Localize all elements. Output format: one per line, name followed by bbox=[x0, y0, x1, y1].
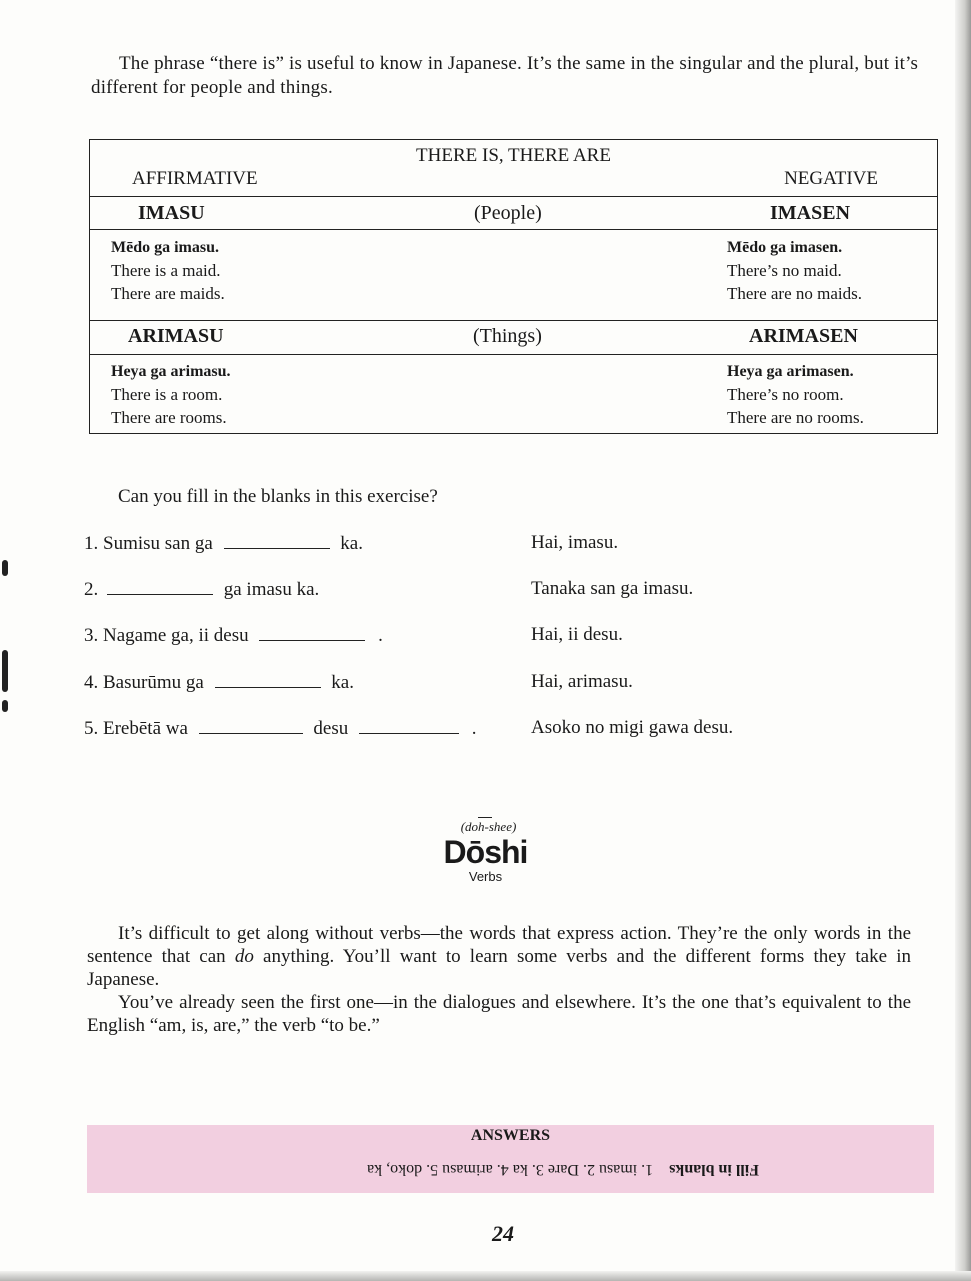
item-number: 4. bbox=[84, 672, 99, 693]
negative-label: NEGATIVE bbox=[784, 168, 878, 189]
things-aff-example: Heya ga arimasu. bbox=[111, 363, 231, 380]
intro-paragraph bbox=[91, 52, 921, 100]
table-rule bbox=[90, 229, 937, 230]
question-text: ga imasu ka. bbox=[223, 579, 320, 600]
exercise-question bbox=[84, 671, 354, 694]
body-text: anything. You’ll want to learn some verbs and the different forms they take in Japanese. bbox=[87, 946, 911, 990]
body-paragraph: You’ve already seen the first one—in the dialogues and elsewhere. It’s the one that’s equivalent to the English “am, is, are,” the verb “to be.” bbox=[87, 992, 911, 1036]
body-paragraph bbox=[87, 922, 911, 991]
exercise-prompt: Can you fill in the blanks in this exercise? bbox=[118, 486, 438, 507]
scan-mark bbox=[2, 700, 8, 712]
question-text: ka. bbox=[331, 672, 354, 693]
people-neg-line: There are no maids. bbox=[727, 284, 862, 303]
section-title: Dōshi bbox=[443, 834, 528, 870]
people-affirmative-examples bbox=[111, 236, 225, 305]
exercise-question bbox=[84, 578, 319, 601]
exercise-question bbox=[84, 717, 477, 740]
people-neg-line: There’s no maid. bbox=[727, 261, 842, 280]
question-text: desu bbox=[313, 718, 349, 739]
scan-mark bbox=[2, 560, 8, 576]
things-aff-line: There is a room. bbox=[111, 385, 223, 404]
macron-mark bbox=[478, 817, 492, 818]
page-bottom-edge bbox=[0, 1271, 971, 1281]
question-text: Basurūmu ga bbox=[103, 672, 204, 693]
exercise-item bbox=[84, 717, 944, 743]
answer-blank[interactable] bbox=[215, 671, 321, 688]
question-text: Sumisu san ga bbox=[103, 533, 213, 554]
answers-upside-down bbox=[367, 1160, 759, 1178]
exercise-answer: Hai, ii desu. bbox=[531, 624, 623, 645]
exercise-answer: Tanaka san ga imasu. bbox=[531, 578, 694, 599]
item-number: 5. bbox=[84, 718, 99, 739]
exercise-answer: Asoko no migi gawa desu. bbox=[531, 717, 734, 738]
exercise-item bbox=[84, 532, 944, 558]
exercise-question bbox=[84, 532, 363, 555]
scan-mark bbox=[2, 650, 8, 692]
item-number: 2. bbox=[84, 579, 99, 600]
question-text: ka. bbox=[340, 533, 363, 554]
page-number: 24 bbox=[492, 1221, 514, 1246]
binding-edge bbox=[955, 0, 971, 1281]
answer-blank[interactable] bbox=[224, 532, 330, 549]
answer-blank[interactable] bbox=[259, 624, 365, 641]
pronunciation-text: (doh-shee) bbox=[460, 819, 517, 834]
answers-content: 1. imasu 2. Dare 3. ka 4. arimasu 5. doko, ka bbox=[367, 1161, 654, 1178]
things-category: (Things) bbox=[473, 325, 542, 347]
question-text: Nagame ga, ii desu bbox=[103, 625, 249, 646]
people-aff-line: There is a maid. bbox=[111, 261, 221, 280]
exercise-answer: Hai, arimasu. bbox=[531, 671, 633, 692]
things-neg-line: There are no rooms. bbox=[727, 408, 864, 427]
people-affirmative-head: IMASU bbox=[138, 202, 205, 224]
things-neg-example: Heya ga arimasen. bbox=[727, 363, 854, 380]
people-negative-head: IMASEN bbox=[770, 202, 851, 224]
there-is-table bbox=[89, 139, 938, 434]
things-affirmative-examples bbox=[111, 360, 231, 429]
exercise-answer: Hai, imasu. bbox=[531, 532, 619, 553]
table-rule bbox=[90, 196, 937, 197]
body-emphasis: do bbox=[234, 946, 254, 967]
answer-blank[interactable] bbox=[359, 717, 459, 734]
people-category: (People) bbox=[474, 202, 542, 224]
table-rule bbox=[90, 320, 937, 321]
people-aff-example: Mēdo ga imasu. bbox=[111, 239, 219, 256]
verbs-body bbox=[87, 922, 911, 1037]
people-negative-examples bbox=[727, 236, 862, 305]
item-number: 3. bbox=[84, 625, 99, 646]
answers-title: ANSWERS bbox=[470, 1127, 551, 1144]
people-aff-line: There are maids. bbox=[111, 284, 225, 303]
question-text: Erebētā wa bbox=[103, 718, 188, 739]
answers-box bbox=[87, 1125, 934, 1193]
exercise-item bbox=[84, 578, 944, 604]
intro-text: The phrase “there is” is useful to know in Japanese. It’s the same in the singular and the plural, but it’s different for people and things. bbox=[91, 53, 919, 98]
answer-blank[interactable] bbox=[199, 717, 303, 734]
pronunciation bbox=[455, 819, 517, 835]
things-negative-examples bbox=[727, 360, 864, 429]
things-neg-line: There’s no room. bbox=[727, 385, 844, 404]
people-neg-example: Mēdo ga imasen. bbox=[727, 239, 843, 256]
things-affirmative-head: ARIMASU bbox=[128, 325, 224, 347]
table-rule bbox=[90, 354, 937, 355]
exercise-item bbox=[84, 671, 944, 697]
section-subtitle: Verbs bbox=[468, 869, 503, 884]
affirmative-label: AFFIRMATIVE bbox=[132, 168, 258, 189]
table-title: THERE IS, THERE ARE bbox=[416, 145, 611, 166]
answer-blank[interactable] bbox=[107, 578, 213, 595]
answers-label: Fill in blanks bbox=[669, 1161, 759, 1178]
things-negative-head: ARIMASEN bbox=[749, 325, 858, 347]
item-number: 1. bbox=[84, 533, 99, 554]
exercise-question bbox=[84, 624, 383, 647]
body-text: It’s difficult to get along without verbs—the words that express action. They’re the only words in the sentence that can bbox=[87, 923, 911, 967]
section-heading bbox=[0, 818, 971, 884]
things-aff-line: There are rooms. bbox=[111, 408, 227, 427]
question-text: . bbox=[471, 718, 477, 739]
exercise-item bbox=[84, 624, 944, 650]
question-text: . bbox=[378, 625, 383, 646]
